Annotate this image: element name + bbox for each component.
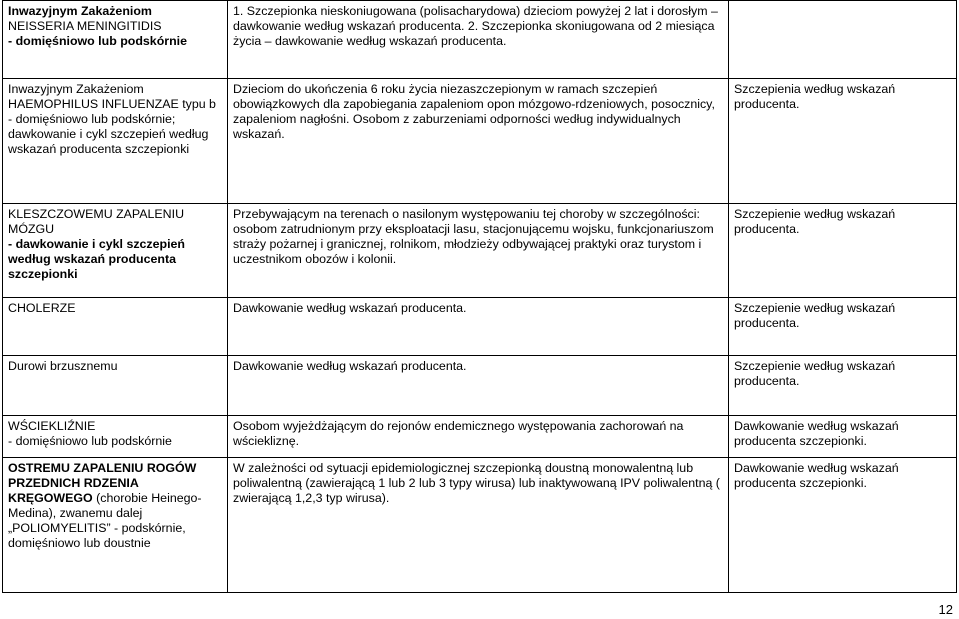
indication-cell: Dawkowanie według wskazań producenta. bbox=[228, 356, 729, 416]
table-row bbox=[3, 298, 957, 356]
dosage-cell: Szczepienia według wskazań producenta. bbox=[729, 79, 957, 204]
table-row bbox=[3, 356, 957, 416]
indication-cell: 1. Szczepionka nieskoniugowana (polisacharydowa) dzieciom powyżej 2 lat i dorosłym – dawkowanie według wskazań producenta. 2. Szczepionka skoniugowana od 2 miesiąca życia – dawkowanie według wskazań producenta. bbox=[228, 1, 729, 79]
disease-line: KLESZCZOWEMU ZAPALENIU MÓZGU bbox=[8, 207, 185, 237]
disease-line: WŚCIEKLIŹNIE bbox=[8, 419, 96, 433]
disease-line: - domięśniowo lub podskórnie; dawkowanie i cykl szczepień według wskazań producenta szczepionki bbox=[8, 112, 209, 157]
disease-line: CHOLERZE bbox=[8, 301, 76, 315]
dosage-cell: Dawkowanie według wskazań producenta szczepionki. bbox=[729, 458, 957, 593]
dosage-cell: Szczepienie według wskazań producenta. bbox=[729, 356, 957, 416]
disease-cell bbox=[3, 416, 228, 458]
indication-cell: W zależności od sytuacji epidemiologicznej szczepionką doustną monowalentną lub poliwalentną (zawierającą 1 lub 2 lub 3 typy wirusa) lub inaktywowaną IPV poliwalentną ( zwierającą 1,2,3 typ wirusa). bbox=[228, 458, 729, 593]
page-number: 12 bbox=[938, 602, 953, 617]
disease-cell bbox=[3, 458, 228, 593]
table-row bbox=[3, 204, 957, 298]
disease-cell bbox=[3, 1, 228, 79]
disease-cell bbox=[3, 204, 228, 298]
disease-line: Inwazyjnym Zakażeniom bbox=[8, 82, 144, 96]
disease-cell bbox=[3, 298, 228, 356]
dosage-cell bbox=[729, 1, 957, 79]
disease-line: OSTREMU ZAPALENIU ROGÓW PRZEDNICH RDZENIA KRĘGOWEGO bbox=[8, 461, 197, 506]
dosage-cell: Szczepienie według wskazań producenta. bbox=[729, 298, 957, 356]
vaccination-table bbox=[2, 0, 957, 593]
indication-cell: Dawkowanie według wskazań producenta. bbox=[228, 298, 729, 356]
table-row bbox=[3, 79, 957, 204]
disease-line: Durowi brzusznemu bbox=[8, 359, 118, 373]
disease-cell bbox=[3, 356, 228, 416]
disease-line: (chorobie Heinego-Medina), zwanemu dalej „POLIOMYELITIS” - podskórnie, domięśniowo lub doustnie bbox=[8, 491, 202, 551]
dosage-cell: Szczepienie według wskazań producenta. bbox=[729, 204, 957, 298]
indication-cell: Osobom wyjeżdżającym do rejonów endemicznego występowania zachorowań na wściekliznę. bbox=[228, 416, 729, 458]
table-row bbox=[3, 458, 957, 593]
table-row bbox=[3, 416, 957, 458]
dosage-cell: Dawkowanie według wskazań producenta szczepionki. bbox=[729, 416, 957, 458]
indication-cell: Dzieciom do ukończenia 6 roku życia niezaszczepionym w ramach szczepień obowiązkowych dla zapobiegania zapaleniom opon mózgowo-rdzeniowych, posocznicy, zapaleniom nagłośni. Osobom z zaburzeniami odporności według indywidualnych wskazań. bbox=[228, 79, 729, 204]
indication-cell: Przebywającym na terenach o nasilonym występowaniu tej choroby w szczególności: osobom zatrudnionym przy eksploatacji lasu, stacjonującemu wojsku, funkcjonariuszom straży pożarnej i granicznej, rolnikom, młodzieży odbywającej praktyki oraz turystom i uczestnikom obozów i kolonii. bbox=[228, 204, 729, 298]
disease-cell bbox=[3, 79, 228, 204]
disease-line: HAEMOPHILUS INFLUENZAE typu b bbox=[8, 97, 216, 112]
table-row bbox=[3, 1, 957, 79]
disease-line: - domięśniowo lub podskórnie bbox=[8, 34, 187, 49]
disease-line: - domięśniowo lub podskórnie bbox=[8, 434, 172, 449]
disease-line: Inwazyjnym Zakażeniom bbox=[8, 4, 152, 18]
disease-line: NEISSERIA MENINGITIDIS bbox=[8, 19, 162, 34]
disease-line: - dawkowanie i cykl szczepień według wskazań producenta szczepionki bbox=[8, 237, 185, 282]
